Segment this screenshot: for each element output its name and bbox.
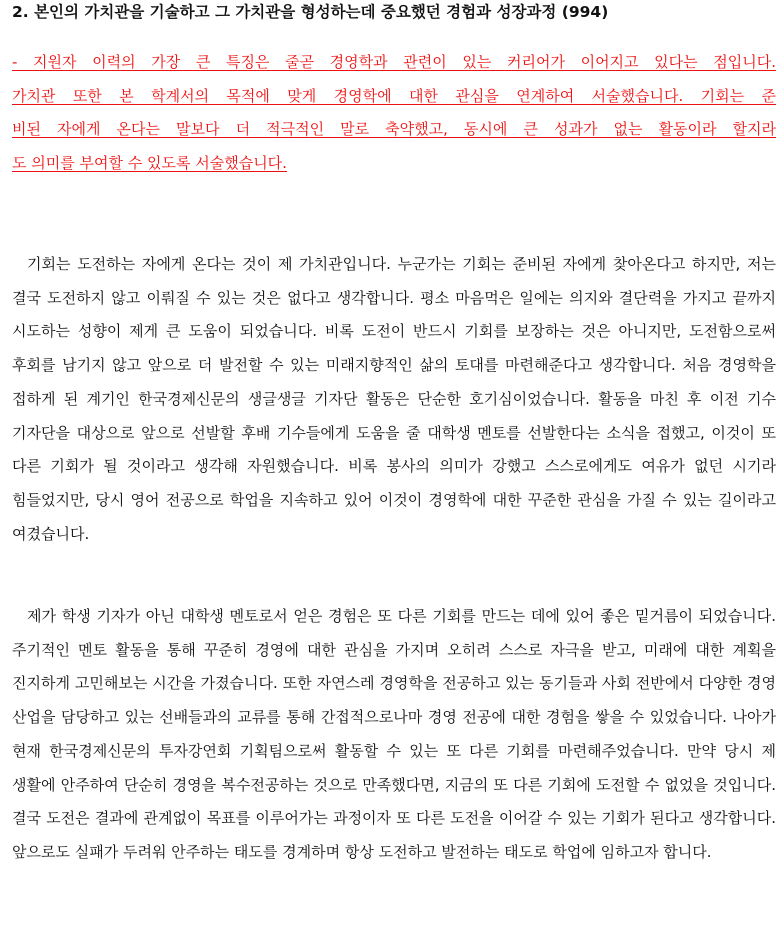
body-paragraph-2 xyxy=(12,600,776,870)
body-paragraph-1 xyxy=(12,248,776,551)
feedback-line-2: 가치관 또한 본 학계서의 목적에 맞게 경영학에 대한 관심을 연계하여 서술했습니다. 기회는 준 xyxy=(12,86,776,105)
paragraph-2-text: 제가 학생 기자가 아닌 대학생 멘토로서 얻은 경험은 또 다른 기회를 만드는 데에 있어 좋은 밑거름이 되었습니다. 주기적인 멘토 활동을 통해 꾸준히 경영에 대한 관심을 가지며 오히려 스스로 자극을 받고, 미래에 대한 계획을 진지하게 고민해보는 시간을 가졌습니다. 또한 자연스레 경영학을 전공하고 있는 동기들과 사회 전반에서 다양한 경영 산업을 담당하고 있는 선배들과의 교류를 통해 간접적으로나마 경영 전공에 대한 경험을 쌓을 수 있었습니다. 나아가 현재 한국경제신문의 투자강연회 기획팀으로써 활동할 수 있는 또 다른 기회를 마련해주었습니다. 만약 당시 제 생활에 안주하여 단순히 경영을 복수전공하는 것으로 만족했다면, 지금의 또 다른 기회에 도전할 수 없었을 것입니다. 결국 도전은 결과에 관계없이 목표를 이루어가는 과정이자 또 다른 도전을 이어갈 수 있는 기회가 된다고 생각합니다. 앞으로도 실패가 두려워 안주하는 태도를 경계하며 항상 도전하고 발전하는 태도로 학업에 임하고자 합니다. xyxy=(12,607,776,861)
paragraph-1-text: 기회는 도전하는 자에게 온다는 것이 제 가치관입니다. 누군가는 기회는 준비된 자에게 찾아온다고 하지만, 저는 결국 도전하지 않고 이뤄질 수 있는 것은 없다고 생각합니다. 평소 마음먹은 일에는 의지와 결단력을 가지고 끝까지 시도하는 성향이 제게 큰 도움이 되었습니다. 비록 도전이 반드시 기회를 보장하는 것은 아니지만, 도전함으로써 후회를 남기지 않고 앞으로 더 발전할 수 있는 미래지향적인 삶의 토대를 마련해준다고 생각합니다. 처음 경영학을 접하게 된 계기인 한국경제신문의 생글생글 기자단 활동은 단순한 호기심이었습니다. 활동을 마친 후 이전 기수 기자단을 대상으로 앞으로 선발할 후배 기수들에게 도움을 줄 대학생 멘토를 선발한다는 소식을 접했고, 이것이 또 다른 기회가 될 것이라고 생각해 자원했습니다. 비록 봉사의 의미가 강했고 스스로에게도 여유가 없던 시기라 힘들었지만, 당시 영어 전공으로 학업을 지속하고 있어 이것이 경영학에 대한 꾸준한 관심을 가질 수 있는 길이라고 여겼습니다. xyxy=(12,255,776,543)
question-heading: 2. 본인의 가치관을 기술하고 그 가치관을 형성하는데 중요했던 경험과 성장과정 (994) xyxy=(12,3,609,21)
feedback-line-4: 도 의미를 부여할 수 있도록 서술했습니다. xyxy=(12,154,287,173)
feedback-line-1: - 지원자 이력의 가장 큰 특징은 줄곧 경영학과 관련이 있는 커리어가 이어지고 있다는 점입니다. xyxy=(12,53,776,71)
feedback-note xyxy=(12,46,776,181)
feedback-line-3: 비된 자에게 온다는 말보다 더 적극적인 말로 축약했고, 동시에 큰 성과가 없는 활동이라 할지라 xyxy=(12,120,776,139)
